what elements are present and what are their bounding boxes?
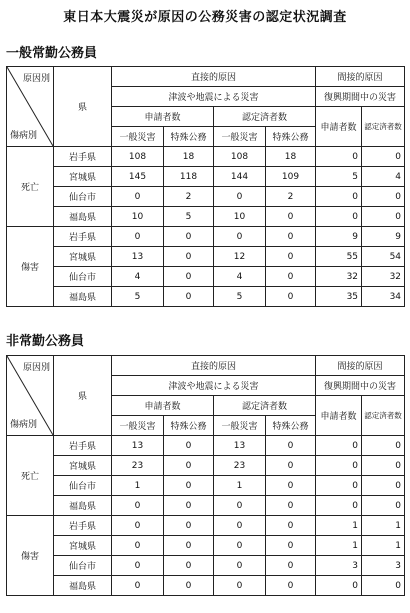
value-cell: 35 (316, 287, 362, 307)
value-cell: 5 (214, 287, 266, 307)
value-cell: 0 (266, 207, 316, 227)
value-cell: 4 (112, 267, 164, 287)
value-cell: 0 (214, 496, 266, 516)
page-title: 東日本大震災が原因の公務災害の認定状況調査 (63, 10, 347, 25)
section-title-regular: 一般常勤公務員 (6, 46, 98, 61)
value-cell: 0 (266, 287, 316, 307)
value-cell: 0 (266, 247, 316, 267)
table-row (7, 267, 405, 287)
prefecture-cell: 岩手県 (54, 147, 112, 167)
value-cell: 0 (362, 147, 405, 167)
value-cell: 0 (266, 516, 316, 536)
value-cell: 0 (316, 147, 362, 167)
table-row (7, 187, 405, 207)
value-cell: 0 (362, 187, 405, 207)
value-cell: 0 (214, 227, 266, 247)
table-row (7, 207, 405, 227)
value-cell: 0 (316, 496, 362, 516)
certified-general-header: 一般災害 (214, 416, 266, 436)
value-cell: 0 (362, 576, 405, 596)
value-cell: 0 (164, 287, 214, 307)
value-cell: 3 (316, 556, 362, 576)
value-cell: 0 (316, 576, 362, 596)
status-table-regular (6, 66, 405, 307)
applicants-header: 申請者数 (112, 396, 214, 416)
value-cell: 108 (214, 147, 266, 167)
value-cell: 0 (266, 576, 316, 596)
corner-header-cell (7, 67, 54, 147)
value-cell: 0 (266, 267, 316, 287)
value-cell: 0 (266, 556, 316, 576)
value-cell: 23 (112, 456, 164, 476)
value-cell: 0 (316, 456, 362, 476)
value-cell: 0 (214, 187, 266, 207)
value-cell: 109 (266, 167, 316, 187)
value-cell: 0 (316, 187, 362, 207)
certified-header: 認定済者数 (214, 107, 316, 127)
injury-category-cell: 傷害 (7, 227, 54, 307)
value-cell: 10 (214, 207, 266, 227)
value-cell: 0 (266, 496, 316, 516)
value-cell: 0 (214, 516, 266, 536)
value-cell: 0 (266, 227, 316, 247)
table-row (7, 536, 405, 556)
value-cell: 1 (362, 516, 405, 536)
value-cell: 0 (316, 207, 362, 227)
value-cell: 118 (164, 167, 214, 187)
table-row (7, 556, 405, 576)
value-cell: 1 (316, 536, 362, 556)
value-cell: 0 (164, 436, 214, 456)
value-cell: 10 (112, 207, 164, 227)
value-cell: 0 (112, 576, 164, 596)
recovery-certified-header: 認定済者数 (362, 396, 405, 436)
value-cell: 1 (214, 476, 266, 496)
table-row (7, 576, 405, 596)
status-table-part-time (6, 355, 405, 596)
corner-label-injury: 傷病別 (10, 131, 38, 141)
value-cell: 12 (214, 247, 266, 267)
prefecture-cell: 岩手県 (54, 227, 112, 247)
injury-category-cell: 傷害 (7, 516, 54, 596)
certified-special-header: 特殊公務 (266, 127, 316, 147)
value-cell: 0 (266, 476, 316, 496)
prefecture-cell: 仙台市 (54, 556, 112, 576)
applicants-general-header: 一般災害 (112, 416, 164, 436)
table-row (7, 436, 405, 456)
value-cell: 5 (316, 167, 362, 187)
corner-label-cause: 原因別 (22, 74, 50, 84)
value-cell: 18 (164, 147, 214, 167)
value-cell: 0 (266, 536, 316, 556)
value-cell: 0 (112, 227, 164, 247)
table-row (7, 247, 405, 267)
value-cell: 0 (362, 496, 405, 516)
value-cell: 2 (266, 187, 316, 207)
value-cell: 0 (266, 456, 316, 476)
value-cell: 4 (362, 167, 405, 187)
prefecture-cell: 岩手県 (54, 436, 112, 456)
value-cell: 0 (164, 456, 214, 476)
applicants-special-header: 特殊公務 (164, 416, 214, 436)
value-cell: 0 (316, 436, 362, 456)
prefecture-cell: 仙台市 (54, 476, 112, 496)
applicants-general-header: 一般災害 (112, 127, 164, 147)
value-cell: 0 (362, 436, 405, 456)
applicants-special-header: 特殊公務 (164, 127, 214, 147)
value-cell: 0 (164, 267, 214, 287)
value-cell: 23 (214, 456, 266, 476)
certified-header: 認定済者数 (214, 396, 316, 416)
direct-cause-header: 直接的原因 (112, 67, 316, 87)
corner-label-cause: 原因別 (22, 363, 50, 373)
value-cell: 5 (112, 287, 164, 307)
indirect-cause-header: 間接的原因 (316, 67, 405, 87)
value-cell: 0 (112, 516, 164, 536)
value-cell: 13 (112, 247, 164, 267)
value-cell: 108 (112, 147, 164, 167)
value-cell: 144 (214, 167, 266, 187)
table-row (7, 456, 405, 476)
value-cell: 0 (164, 516, 214, 536)
value-cell: 145 (112, 167, 164, 187)
value-cell: 0 (164, 247, 214, 267)
value-cell: 55 (316, 247, 362, 267)
table-row (7, 227, 405, 247)
value-cell: 2 (164, 187, 214, 207)
value-cell: 0 (164, 536, 214, 556)
value-cell: 0 (316, 476, 362, 496)
table-row (7, 167, 405, 187)
value-cell: 32 (362, 267, 405, 287)
recovery-applicants-header: 申請者数 (316, 107, 362, 147)
prefecture-cell: 福島県 (54, 287, 112, 307)
prefecture-cell: 宮城県 (54, 536, 112, 556)
applicants-header: 申請者数 (112, 107, 214, 127)
value-cell: 0 (112, 496, 164, 516)
injury-category-cell: 死亡 (7, 147, 54, 227)
value-cell: 5 (164, 207, 214, 227)
prefecture-cell: 福島県 (54, 576, 112, 596)
corner-label-injury: 傷病別 (10, 420, 38, 430)
value-cell: 1 (362, 536, 405, 556)
value-cell: 18 (266, 147, 316, 167)
table-row (7, 476, 405, 496)
value-cell: 0 (214, 556, 266, 576)
value-cell: 0 (362, 476, 405, 496)
prefecture-cell: 岩手県 (54, 516, 112, 536)
recovery-header: 復興期間中の災害 (316, 376, 405, 396)
recovery-certified-header: 認定済者数 (362, 107, 405, 147)
value-cell: 1 (112, 476, 164, 496)
prefecture-cell: 仙台市 (54, 187, 112, 207)
table-row (7, 147, 405, 167)
tsunami-quake-header: 津波や地震による災害 (112, 376, 316, 396)
prefecture-cell: 福島県 (54, 496, 112, 516)
value-cell: 3 (362, 556, 405, 576)
prefecture-cell: 宮城県 (54, 247, 112, 267)
value-cell: 13 (214, 436, 266, 456)
prefecture-cell: 宮城県 (54, 167, 112, 187)
value-cell: 0 (214, 536, 266, 556)
value-cell: 0 (266, 436, 316, 456)
value-cell: 0 (112, 536, 164, 556)
value-cell: 0 (164, 227, 214, 247)
value-cell: 0 (362, 456, 405, 476)
certified-special-header: 特殊公務 (266, 416, 316, 436)
value-cell: 0 (362, 207, 405, 227)
certified-general-header: 一般災害 (214, 127, 266, 147)
prefecture-cell: 仙台市 (54, 267, 112, 287)
value-cell: 1 (316, 516, 362, 536)
value-cell: 34 (362, 287, 405, 307)
table-row (7, 516, 405, 536)
prefecture-header: 県 (54, 67, 112, 147)
table-row (7, 496, 405, 516)
direct-cause-header: 直接的原因 (112, 356, 316, 376)
value-cell: 4 (214, 267, 266, 287)
prefecture-cell: 宮城県 (54, 456, 112, 476)
value-cell: 0 (164, 496, 214, 516)
value-cell: 0 (112, 556, 164, 576)
tsunami-quake-header: 津波や地震による災害 (112, 87, 316, 107)
injury-category-cell: 死亡 (7, 436, 54, 516)
recovery-header: 復興期間中の災害 (316, 87, 405, 107)
section-title-part-time: 非常勤公務員 (6, 334, 85, 349)
table-row (7, 287, 405, 307)
corner-header-cell (7, 356, 54, 436)
value-cell: 0 (214, 576, 266, 596)
value-cell: 9 (362, 227, 405, 247)
value-cell: 0 (164, 576, 214, 596)
value-cell: 0 (112, 187, 164, 207)
prefecture-header: 県 (54, 356, 112, 436)
value-cell: 0 (164, 556, 214, 576)
value-cell: 9 (316, 227, 362, 247)
indirect-cause-header: 間接的原因 (316, 356, 405, 376)
value-cell: 32 (316, 267, 362, 287)
value-cell: 0 (164, 476, 214, 496)
recovery-applicants-header: 申請者数 (316, 396, 362, 436)
value-cell: 54 (362, 247, 405, 267)
value-cell: 13 (112, 436, 164, 456)
prefecture-cell: 福島県 (54, 207, 112, 227)
